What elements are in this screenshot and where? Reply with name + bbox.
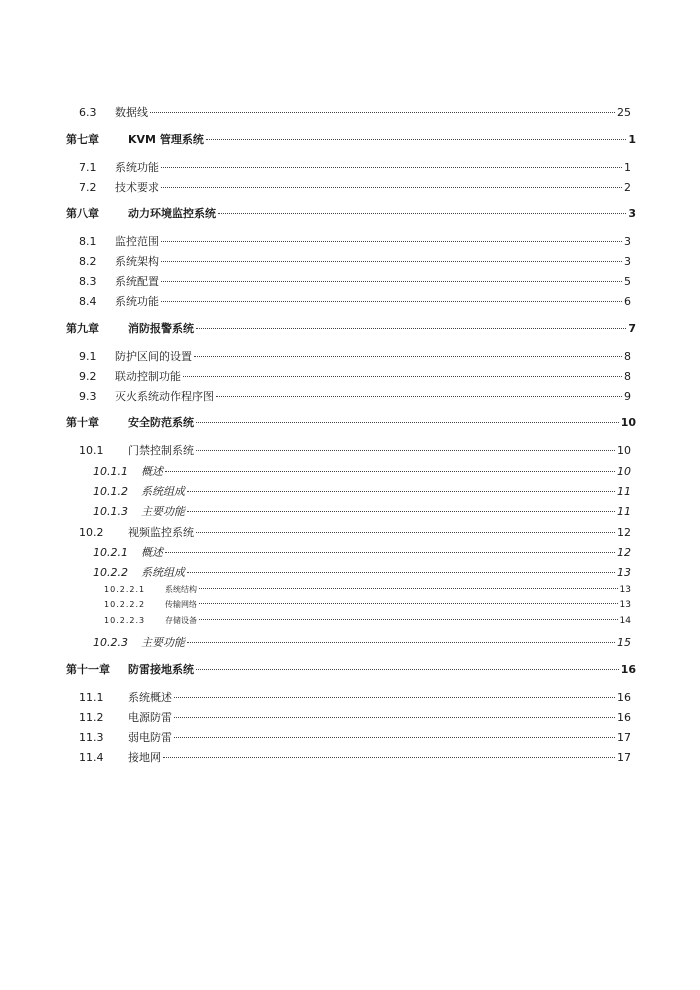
dot-leader [199, 588, 618, 589]
toc-entry-page-number: 10 [617, 444, 631, 457]
toc-entry-title: 消防报警系统 [128, 322, 194, 335]
toc-entry-title: 监控范围 [115, 235, 159, 248]
toc-entry-title: 系统功能 [115, 295, 159, 308]
toc-entry[interactable] [0, 634, 631, 650]
toc-entry[interactable] [0, 503, 631, 519]
toc-entry-page-number: 11 [617, 505, 631, 518]
dot-leader [187, 572, 615, 573]
toc-entry-page-number: 15 [617, 636, 631, 649]
toc-entry-page-number: 10 [620, 416, 636, 429]
toc-entry-page-number: 3 [624, 255, 631, 268]
dot-leader [183, 376, 622, 377]
toc-entry-number: 10.2 [79, 526, 104, 539]
toc-entry-number: 11.2 [79, 711, 104, 724]
toc-entry-page-number: 11 [617, 485, 631, 498]
dot-leader [165, 471, 615, 472]
toc-entry[interactable] [0, 104, 631, 120]
toc-entry-page-number: 16 [617, 691, 631, 704]
toc-entry[interactable] [0, 273, 631, 289]
toc-entry-title: 概述 [141, 465, 163, 478]
toc-entry[interactable] [0, 749, 631, 765]
toc-entry-page-number: 10 [617, 465, 631, 478]
dot-leader [216, 396, 622, 397]
toc-entry-number: 10.1 [79, 444, 104, 457]
toc-entry-number: 7.1 [79, 161, 97, 174]
dot-leader [196, 328, 626, 329]
toc-entry-page-number: 1 [624, 161, 631, 174]
toc-entry-number: 8.2 [79, 255, 97, 268]
toc-entry[interactable] [0, 584, 631, 595]
toc-entry-page-number: 13 [619, 585, 631, 595]
toc-entry-title: 技术要求 [115, 181, 159, 194]
toc-entry[interactable] [0, 293, 631, 309]
toc-entry-page-number: 12 [617, 526, 631, 539]
toc-entry-page-number: 16 [617, 711, 631, 724]
toc-entry[interactable] [0, 233, 631, 249]
dot-leader [161, 281, 622, 282]
dot-leader [194, 356, 622, 357]
dot-leader [174, 737, 615, 738]
toc-entry[interactable] [0, 414, 636, 430]
toc-entry[interactable] [0, 483, 631, 499]
toc-entry-number: 10.2.2 [93, 566, 128, 579]
toc-entry-page-number: 17 [617, 751, 631, 764]
toc-entry-number: 11.4 [79, 751, 104, 764]
toc-entry-title: 传输网络 [165, 600, 197, 609]
dot-leader [196, 422, 619, 423]
toc-entry-page-number: 13 [619, 600, 631, 610]
dot-leader [161, 187, 622, 188]
toc-entry[interactable] [0, 689, 631, 705]
toc-entry-page-number: 12 [617, 546, 631, 559]
toc-entry-number: 11.1 [79, 691, 104, 704]
dot-leader [174, 697, 615, 698]
toc-entry-number: 第七章 [66, 133, 99, 146]
toc-entry-title: 数据线 [115, 106, 148, 119]
toc-entry-title: 视频监控系统 [128, 526, 194, 539]
toc-entry-page-number: 9 [624, 390, 631, 403]
toc-entry-page-number: 2 [624, 181, 631, 194]
dot-leader [206, 139, 627, 140]
toc-entry-title: KVM 管理系统 [128, 133, 204, 146]
toc-entry-number: 9.3 [79, 390, 97, 403]
toc-entry[interactable] [0, 159, 631, 175]
toc-entry[interactable] [0, 205, 636, 221]
toc-entry[interactable] [0, 442, 631, 458]
toc-entry-title: 概述 [141, 546, 163, 559]
toc-entry-number: 8.4 [79, 295, 97, 308]
toc-entry-number: 11.3 [79, 731, 104, 744]
toc-entry-page-number: 8 [624, 370, 631, 383]
toc-entry-page-number: 17 [617, 731, 631, 744]
toc-entry[interactable] [0, 564, 631, 580]
toc-entry-title: 防护区间的设置 [115, 350, 192, 363]
toc-entry-number: 9.2 [79, 370, 97, 383]
toc-entry-number: 10.2.2.3 [104, 616, 146, 625]
toc-entry-title: 电源防雷 [128, 711, 172, 724]
dot-leader [196, 450, 615, 451]
toc-entry[interactable] [0, 368, 631, 384]
dot-leader [174, 717, 615, 718]
dot-leader [187, 491, 615, 492]
dot-leader [165, 552, 615, 553]
dot-leader [196, 669, 619, 670]
toc-entry-page-number: 25 [617, 106, 631, 119]
toc-entry[interactable] [0, 599, 631, 610]
toc-entry-number: 10.1.2 [93, 485, 128, 498]
toc-entry-number: 第十章 [66, 416, 99, 429]
toc-entry-page-number: 5 [624, 275, 631, 288]
dot-leader [150, 112, 615, 113]
toc-entry[interactable] [0, 709, 631, 725]
toc-entry-title: 系统功能 [115, 161, 159, 174]
toc-entry-title: 动力环境监控系统 [128, 207, 216, 220]
dot-leader [161, 261, 622, 262]
dot-leader [199, 619, 618, 620]
toc-entry-title: 主要功能 [141, 505, 185, 518]
dot-leader [161, 167, 622, 168]
toc-entry-number: 第九章 [66, 322, 99, 335]
toc-entry[interactable] [0, 729, 631, 745]
toc-entry-number: 10.1.3 [93, 505, 128, 518]
toc-entry-number: 9.1 [79, 350, 97, 363]
toc-entry-number: 第八章 [66, 207, 99, 220]
dot-leader [187, 511, 615, 512]
toc-entry-number: 10.2.2.1 [104, 585, 146, 594]
toc-entry-page-number: 3 [628, 207, 636, 220]
toc-entry-title: 灭火系统动作程序图 [115, 390, 214, 403]
dot-leader [187, 642, 615, 643]
toc-entry-number: 7.2 [79, 181, 97, 194]
toc-entry-title: 存储设备 [165, 616, 197, 625]
dot-leader [163, 757, 615, 758]
toc-entry-page-number: 16 [620, 663, 636, 676]
toc-entry-title: 接地网 [128, 751, 161, 764]
toc-entry-title: 系统结构 [165, 585, 197, 594]
toc-entry-title: 防雷接地系统 [128, 663, 194, 676]
toc-entry-page-number: 8 [624, 350, 631, 363]
toc-entry-number: 10.2.2.2 [104, 600, 146, 609]
dot-leader [161, 301, 622, 302]
dot-leader [196, 532, 615, 533]
toc-entry[interactable] [0, 615, 631, 626]
toc-entry-title: 系统组成 [141, 566, 185, 579]
toc-entry-title: 安全防范系统 [128, 416, 194, 429]
toc-entry[interactable] [0, 544, 631, 560]
toc-entry-number: 8.3 [79, 275, 97, 288]
toc-entry-page-number: 1 [628, 133, 636, 146]
toc-entry[interactable] [0, 524, 631, 540]
toc-entry-number: 10.2.3 [93, 636, 128, 649]
toc-entry[interactable] [0, 320, 636, 336]
dot-leader [218, 213, 626, 214]
toc-entry-number: 第十一章 [66, 663, 110, 676]
toc-entry-title: 弱电防雷 [128, 731, 172, 744]
dot-leader [199, 603, 618, 604]
toc-entry-title: 系统架构 [115, 255, 159, 268]
toc-entry[interactable] [0, 179, 631, 195]
toc-entry[interactable] [0, 131, 636, 147]
toc-entry-title: 系统概述 [128, 691, 172, 704]
dot-leader [161, 241, 622, 242]
toc-entry-page-number: 6 [624, 295, 631, 308]
toc-entry-page-number: 13 [617, 566, 631, 579]
toc-entry-page-number: 3 [624, 235, 631, 248]
toc-entry[interactable] [0, 253, 631, 269]
toc-entry-number: 6.3 [79, 106, 97, 119]
toc-entry-number: 8.1 [79, 235, 97, 248]
toc-entry-title: 系统组成 [141, 485, 185, 498]
toc-entry[interactable] [0, 388, 631, 404]
toc-entry-title: 联动控制功能 [115, 370, 181, 383]
toc-entry-title: 门禁控制系统 [128, 444, 194, 457]
toc-entry[interactable] [0, 661, 636, 677]
toc-entry-number: 10.1.1 [93, 465, 128, 478]
toc-entry-number: 10.2.1 [93, 546, 128, 559]
toc-entry-page-number: 14 [619, 616, 631, 626]
toc-entry-title: 系统配置 [115, 275, 159, 288]
toc-entry[interactable] [0, 463, 631, 479]
toc-entry-title: 主要功能 [141, 636, 185, 649]
toc-entry-page-number: 7 [628, 322, 636, 335]
toc-entry[interactable] [0, 348, 631, 364]
